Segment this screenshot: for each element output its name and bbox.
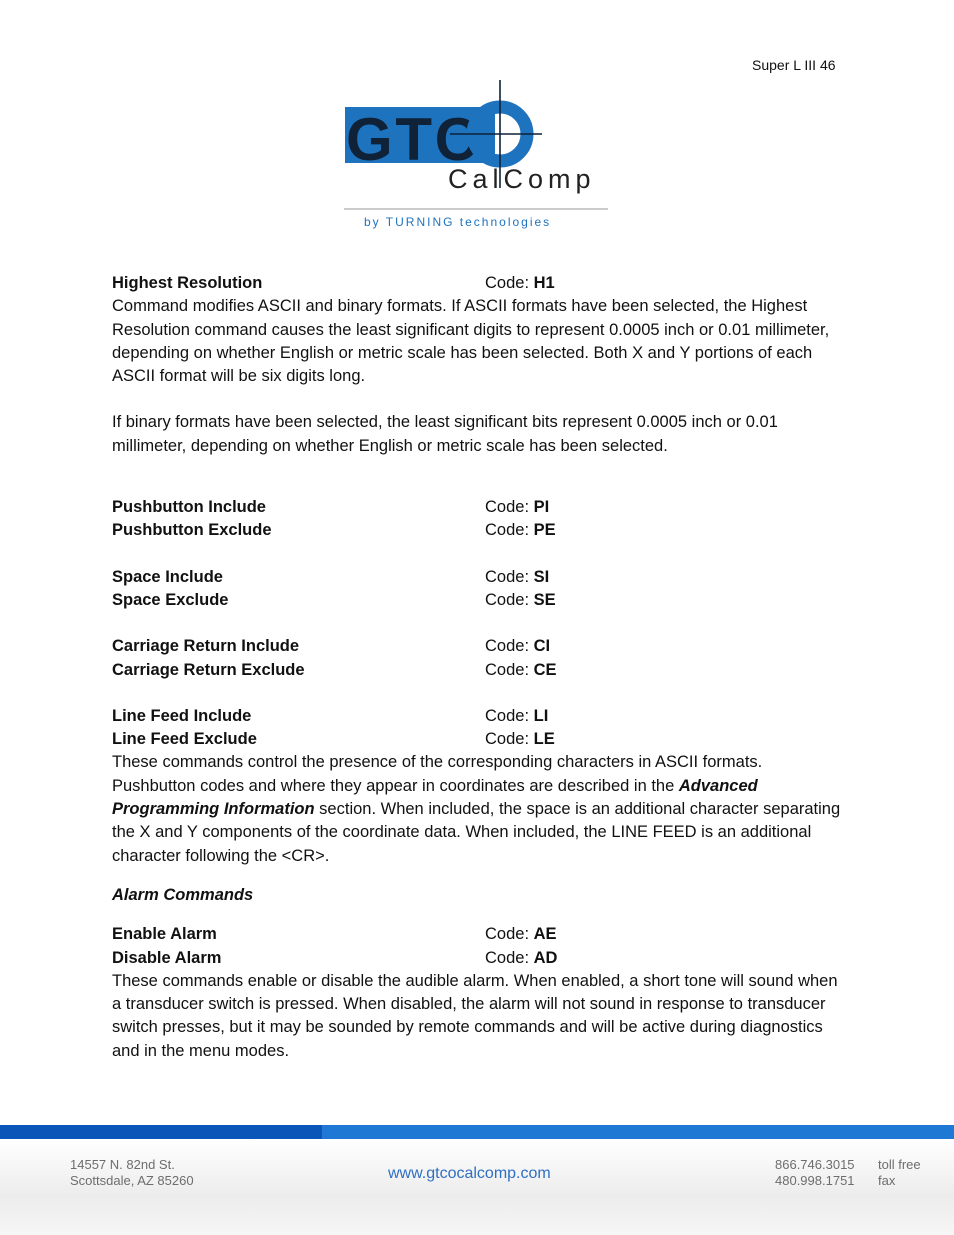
page-number: Super L III 46 <box>752 57 836 73</box>
command-name: Carriage Return Exclude <box>112 660 305 679</box>
logo-tagline: by TURNING technologies <box>364 215 552 229</box>
command-name: Pushbutton Exclude <box>112 521 272 540</box>
command-name: Space Include <box>112 567 223 586</box>
include-exclude-description: These commands control the presence of the corresponding characters in ASCII formats. Pushbutton codes and where they appear in coordinates are described in the Advanced Programming Information section. When included, the space is an additional character separating the X and Y components of the coordinate data. When included, the LINE FEED is an additional character following the <CR>. <box>112 753 841 865</box>
logo-sub-text: CalComp <box>448 164 596 194</box>
address-line-2: Scottsdale, AZ 85260 <box>70 1173 194 1188</box>
command-name: Space Exclude <box>112 590 229 609</box>
command-code: Code: SE <box>485 590 556 609</box>
command-code: Code: LI <box>485 706 549 725</box>
advanced-programming-reference: Advanced Programming Information <box>112 776 758 819</box>
command-code: Code: AE <box>485 925 557 944</box>
command-name: Highest Resolution <box>112 274 263 292</box>
command-code: Code: LE <box>485 730 555 749</box>
footer-phones <box>775 1157 855 1189</box>
page-footer <box>0 1125 954 1235</box>
phone-fax: 480.998.1751 <box>775 1173 855 1188</box>
command-name: Carriage Return Include <box>112 637 300 656</box>
highest-resolution-description: Command modifies ASCII and binary formats. If ASCII formats have been selected, the Highest Resolution command causes the least significant digits to represent 0.0005 inch or 0.01 millimeter, depending on whether English or metric scale has been selected. Both X and Y portions of each ASCII format will be six digits long. <box>112 297 830 386</box>
command-row <box>112 635 847 658</box>
command-name: Line Feed Exclude <box>112 730 257 749</box>
command-row <box>112 659 847 682</box>
command-name: Pushbutton Include <box>112 498 266 517</box>
command-row <box>112 705 847 728</box>
command-code: Code: SI <box>485 567 550 586</box>
command-code: Code: PI <box>485 498 550 517</box>
command-name: Enable Alarm <box>112 925 217 944</box>
command-row <box>112 519 847 542</box>
command-row-highest-resolution <box>112 272 847 295</box>
footer-bar-light <box>322 1125 954 1139</box>
phone-toll-free: 866.746.3015 <box>775 1157 855 1172</box>
command-code: Code: PE <box>485 521 556 540</box>
footer-website-link[interactable]: www.gtcocalcomp.com <box>388 1165 551 1182</box>
alarm-section-title: Alarm Commands <box>112 885 254 904</box>
command-row <box>112 947 847 970</box>
command-code: Code: CE <box>485 660 557 679</box>
command-code: Code: CI <box>485 637 551 656</box>
binary-format-description: If binary formats have been selected, the least significant bits represent 0.0005 inch or 0.01 millimeter, depending on whether English or metric scale has been selected. <box>112 413 778 455</box>
command-row <box>112 496 847 519</box>
footer-address <box>70 1157 194 1189</box>
command-row <box>112 566 847 589</box>
label-toll-free: toll free <box>878 1157 921 1172</box>
footer-bar-dark <box>0 1125 322 1139</box>
address-line-1: 14557 N. 82nd St. <box>70 1157 175 1172</box>
command-name: Disable Alarm <box>112 948 222 967</box>
footer-phone-labels <box>878 1157 921 1189</box>
alarm-description: These commands enable or disable the audible alarm. When enabled, a short tone will sound when a transducer switch is pressed. When disabled, the alarm will not sound in response to transducer switch presses, but it may be sounded by remote commands and will be active during diagnostics and in the menu modes. <box>112 971 838 1060</box>
gtco-calcomp-logo <box>340 80 615 235</box>
logo-main-text: GTC <box>346 106 474 173</box>
command-code: Code: AD <box>485 948 558 967</box>
command-row <box>112 923 847 946</box>
command-name: Line Feed Include <box>112 706 252 725</box>
command-code: Code: H1 <box>485 274 555 292</box>
label-fax: fax <box>878 1173 896 1188</box>
command-row <box>112 728 847 751</box>
command-row <box>112 589 847 612</box>
document-body <box>112 272 847 1063</box>
